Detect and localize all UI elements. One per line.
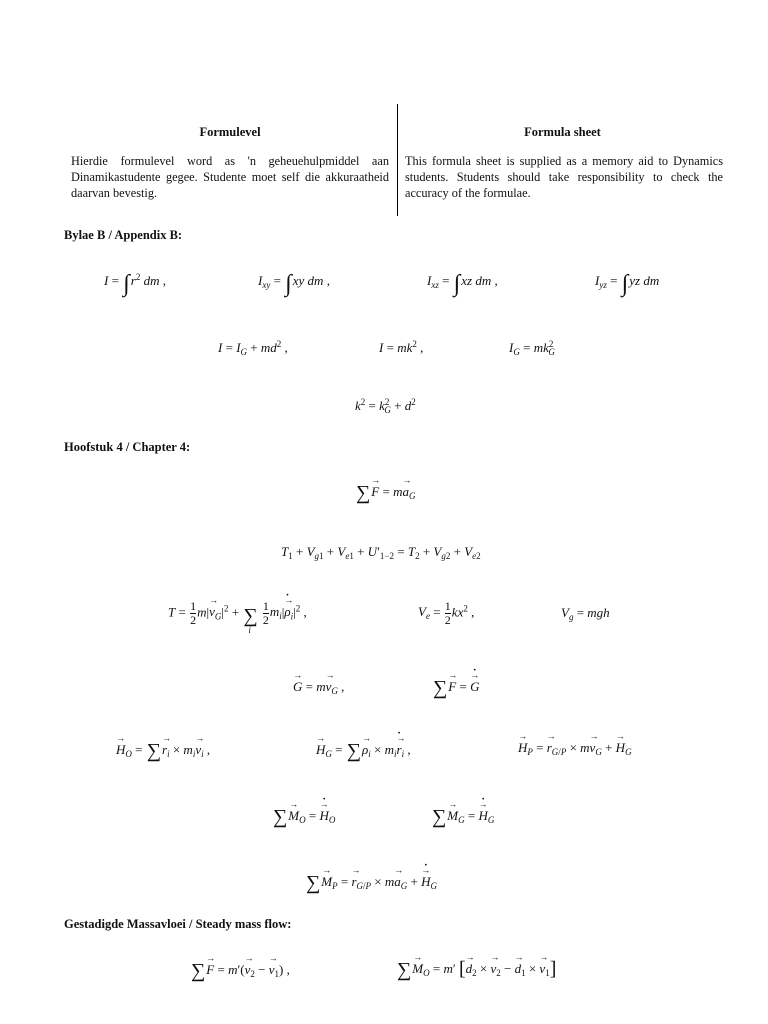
left-column-text: Hierdie formulevel word as 'n geheuehulpmiddel aan Dinamikastudente gegee. Studente moet self die akkuraatheid daarvan bevestig. bbox=[71, 154, 389, 200]
equation-work-energy: $T_1 + V_{g1} + V_{e1} + U'_{1-2} = T_2 + V_{g2} + V_{e2}$ bbox=[281, 544, 481, 561]
equation-steady-flow-moment: ∑→ $M_O = m'$ [→ $d_2$ × → $v_2$ − → $d_1$ × → $v_1$] bbox=[396, 959, 556, 980]
appendix-b-heading: Bylae B / Appendix B: bbox=[64, 228, 183, 242]
equation-momentum-rate: ∑→ F = → G · bbox=[432, 678, 479, 698]
equation-parallel-axis: $I = I_G + md^2$ , bbox=[218, 339, 288, 357]
right-column-text: This formula sheet is supplied as a memory aid to Dynamics students. Students should take responsibility to check the accuracy of the formulae. bbox=[405, 154, 723, 200]
equation-gravitational-potential: $V_g$ = mgh bbox=[561, 605, 610, 622]
equation-product-inertia-xy: $I_{xy} = \int xy$ dm , bbox=[258, 271, 330, 297]
equation-moment-about-g: ∑→ $M_G$ = → $H \cdot_G$ bbox=[431, 807, 494, 827]
equation-radius-gyration: $I = mk^2$ , bbox=[379, 339, 424, 355]
equation-moment-of-inertia: $I = \int r^2$ dm , bbox=[104, 271, 166, 297]
equation-steady-flow-force: ∑→ $F = m'(\to v_2$ − → $v_1$) , bbox=[190, 961, 290, 981]
right-column-title: Formula sheet bbox=[524, 125, 601, 139]
equation-linear-momentum: → $G = m\to v_G$ , bbox=[293, 680, 344, 696]
equation-product-inertia-xz: $I_{xz} = \int xz$ dm , bbox=[427, 271, 498, 297]
equation-kinetic-energy: T = $\frac{1}{2}$ $m|\to v_G|^2$ + ∑ i $\frac{1}{2}$ $m_i|\to \rho \cdot_i|^2$ , bbox=[168, 600, 307, 627]
equation-newton-second-law: ∑→ $F = m\to a_G$ bbox=[355, 483, 415, 503]
equation-ig-gyration: $I_G = mk^2_G$ bbox=[509, 339, 555, 357]
equation-angular-momentum-o: → $H_O$ = ∑→ $r_i \times m_i\to v_i$ , bbox=[116, 741, 210, 761]
equation-angular-momentum-g: → $H_G$ = ∑→ $\rho_i \times m_i\to r \cdot_i$ , bbox=[316, 741, 411, 761]
column-divider bbox=[397, 104, 398, 216]
equation-product-inertia-yz: $I_{yz} = \int yz$ dm bbox=[595, 271, 660, 297]
equation-elastic-potential: $V_e$ = $\frac{1}{2}$ $kx^2$ , bbox=[418, 599, 475, 627]
left-column-title: Formulevel bbox=[199, 125, 261, 139]
equation-moment-about-o: ∑→ $M_O$ = → $H \cdot_O$ bbox=[272, 807, 335, 827]
equation-angular-momentum-p: → $H_P$ = → $r_{G/P} \times m\to v_G$ + → $H_G$ bbox=[518, 741, 632, 757]
chapter-4-heading: Hoofstuk 4 / Chapter 4: bbox=[64, 440, 191, 454]
steady-flow-heading: Gestadigde Massavloei / Steady mass flow: bbox=[64, 917, 292, 931]
equation-k-squared: $k^2 = k^2_G + d^2$ bbox=[355, 397, 416, 415]
equation-moment-about-p: ∑→ $M_P$ = → $r_{G/P} \times m\to a_G$ + → $H \cdot_G$ bbox=[305, 873, 437, 893]
